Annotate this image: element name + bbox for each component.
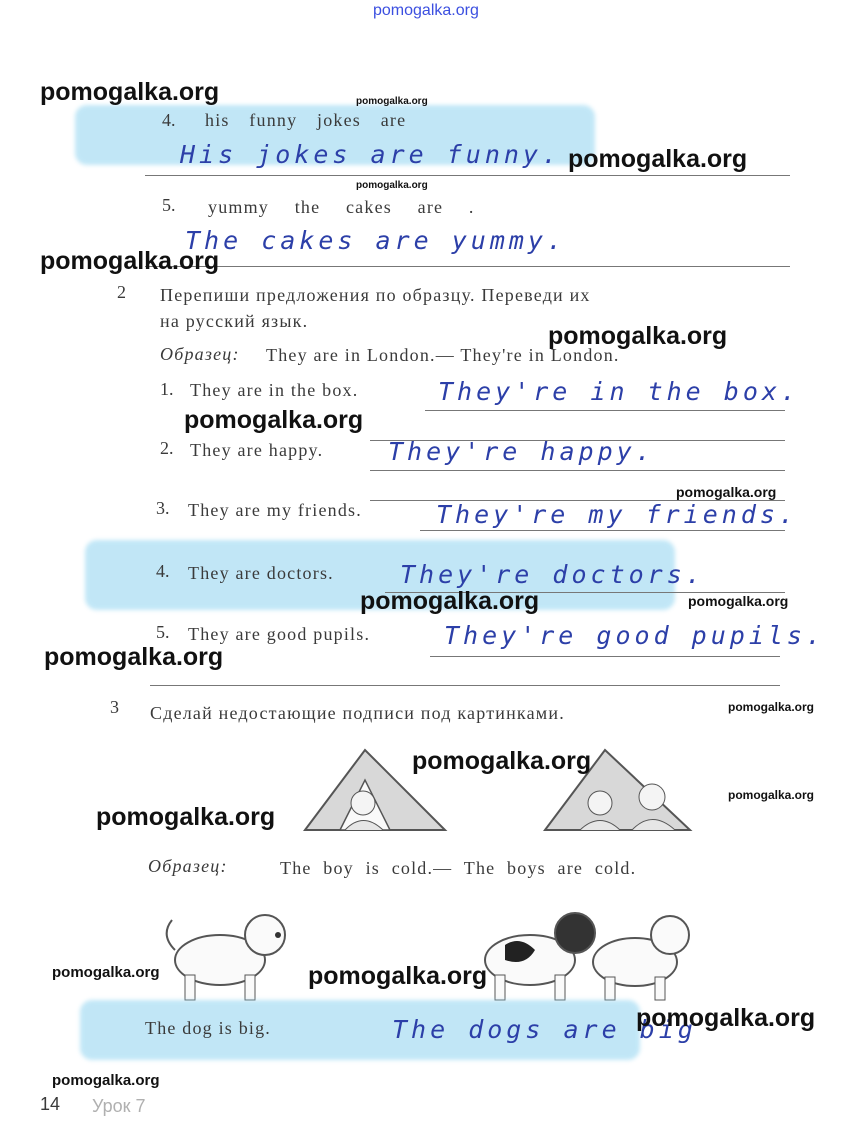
watermark: pomogalka.org (548, 322, 728, 350)
watermark: pomogalka.org (52, 1072, 160, 1089)
page-number: 14 (40, 1094, 61, 1114)
ex2-item3-answer: They're my friends. (436, 500, 798, 529)
ex2-item4-number: 4. (156, 561, 170, 581)
answer-line (150, 685, 780, 686)
watermark: pomogalka.org (688, 593, 789, 609)
ex2-item2-answer: They're happy. (388, 437, 655, 466)
ex3-sample-text: The boy is cold.— The boys are cold. (280, 858, 637, 878)
ex2-sample-label: Образец: (160, 344, 240, 364)
watermark: pomogalka.org (360, 587, 540, 615)
watermark: pomogalka.org (40, 247, 220, 275)
ex2-item5-prompt: They are good pupils. (188, 624, 371, 644)
answer-line (145, 175, 790, 176)
watermark: pomogalka.org (728, 788, 815, 802)
dogs-illustration-two (465, 905, 695, 1005)
ex2-item1-prompt: They are in the box. (190, 380, 359, 400)
ex1-item5-prompt: yummy the cakes are . (208, 197, 475, 217)
ex2-item1-number: 1. (160, 379, 174, 399)
watermark: pomogalka.org (184, 406, 364, 434)
ex3-answer: The dogs are big (392, 1015, 697, 1044)
answer-line (425, 410, 785, 411)
answer-line (370, 470, 785, 471)
watermark: pomogalka.org (52, 964, 160, 981)
ex2-item4-answer: They're doctors. (400, 560, 705, 589)
ex2-sample-text: They are in London.— They're in London. (266, 345, 620, 365)
watermark: pomogalka.org (308, 962, 488, 990)
ex1-item5-number: 5. (162, 195, 176, 215)
watermark: pomogalka.org (412, 747, 592, 775)
ex1-item4-prompt: his funny jokes are (205, 110, 407, 130)
ex2-item4-prompt: They are doctors. (188, 563, 334, 583)
watermark: pomogalka.org (96, 803, 276, 831)
ex2-item2-prompt: They are happy. (190, 440, 324, 460)
answer-line (420, 530, 785, 531)
watermark: pomogalka.org (728, 700, 815, 714)
dog-illustration-one (160, 905, 295, 1005)
watermark: pomogalka.org (356, 96, 428, 107)
ex2-item5-number: 5. (156, 622, 170, 642)
ex2-number: 2 (117, 282, 126, 302)
ex1-item4-answer: His jokes are funny. (180, 140, 562, 169)
watermark: pomogalka.org (636, 1004, 816, 1032)
ex2-instruction-line1: Перепиши предложения по образцу. Переведи их (160, 285, 591, 305)
ex2-item3-prompt: They are my friends. (188, 500, 362, 520)
ex1-item5-answer: The cakes are yummy. (185, 226, 567, 255)
ex2-item2-number: 2. (160, 438, 174, 458)
site-header: pomogalka.org (373, 2, 479, 19)
ex3-prompt: The dog is big. (145, 1018, 271, 1038)
ex3-instruction: Сделай недостающие подписи под картинками. (150, 703, 565, 723)
watermark: pomogalka.org (568, 145, 748, 173)
watermark: pomogalka.org (40, 78, 220, 106)
ex3-sample-label: Образец: (148, 856, 228, 876)
answer-line (430, 656, 780, 657)
ex2-instruction-line2: на русский язык. (160, 311, 309, 331)
watermark: pomogalka.org (676, 484, 777, 500)
watermark: pomogalka.org (44, 643, 224, 671)
ex2-item1-answer: They're in the box. (438, 377, 800, 406)
ex1-item4-number: 4. (162, 110, 176, 130)
ex3-number: 3 (110, 697, 119, 717)
ex2-item3-number: 3. (156, 498, 170, 518)
answer-line (145, 266, 790, 267)
ex2-item5-answer: They're good pupils. (444, 621, 826, 650)
watermark: pomogalka.org (356, 180, 428, 191)
lesson-label: Урок 7 (92, 1096, 146, 1116)
